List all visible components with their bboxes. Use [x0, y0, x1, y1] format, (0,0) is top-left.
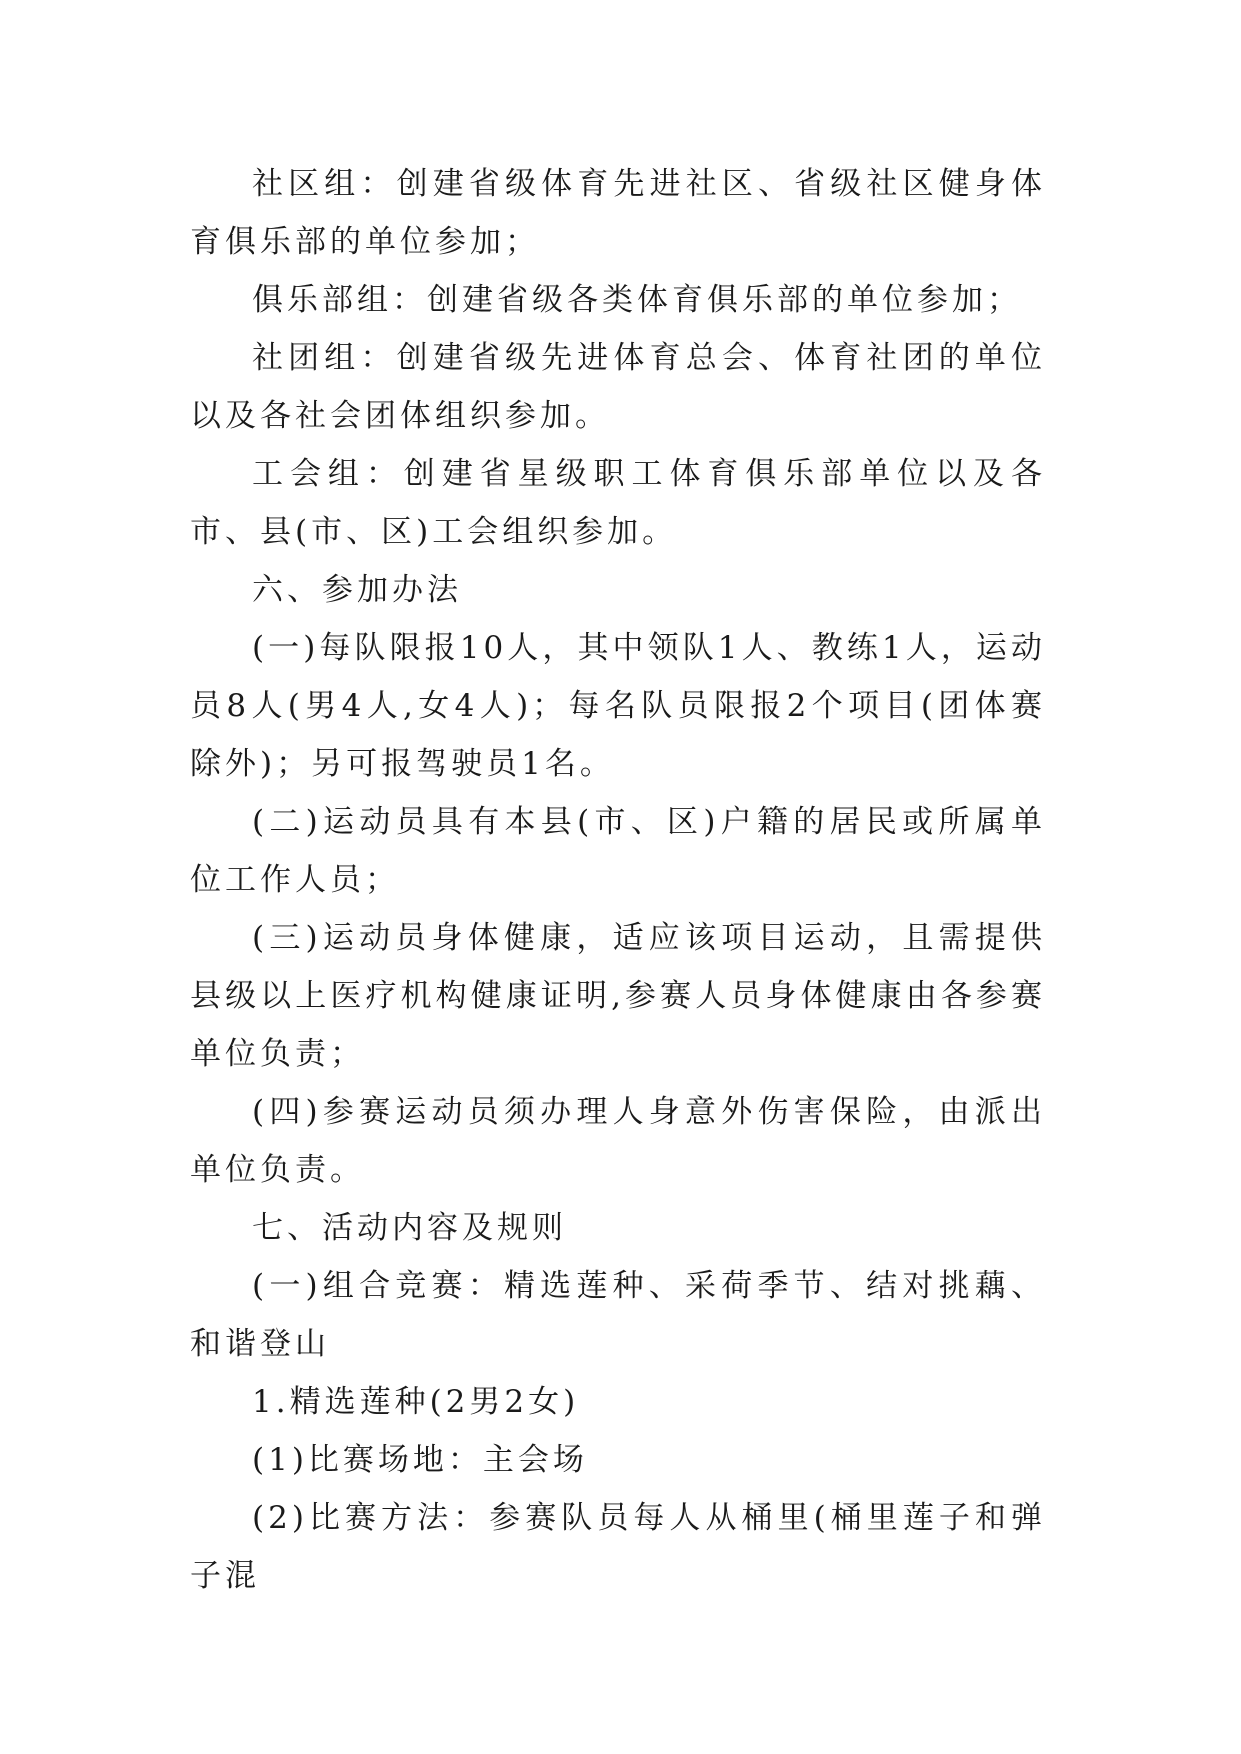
- paragraph-venue: (1)比赛场地：主会场: [252, 1442, 588, 1478]
- paragraph-item-4: (四)参赛运动员须办理人身意外伤害保险，由派出单位负责。: [190, 1094, 1046, 1188]
- subheading-lotus-seeds: 1.精选莲种(2男2女): [252, 1384, 580, 1420]
- paragraph-club-group: 俱乐部组：创建省级各类体育俱乐部的单位参加；: [252, 282, 1022, 318]
- section-heading-participation: 六、参加办法: [252, 572, 462, 608]
- paragraph-union-group: 工会组：创建省星级职工体育俱乐部单位以及各市、县(市、区)工会组织参加。: [190, 456, 1046, 550]
- paragraph-item-2: (二)运动员具有本县(市、区)户籍的居民或所属单位工作人员；: [190, 804, 1046, 898]
- section-heading-rules: 七、活动内容及规则: [252, 1210, 567, 1246]
- paragraph-combined-competition: (一)组合竞赛：精选莲种、采荷季节、结对挑藕、和谐登山: [190, 1268, 1046, 1362]
- paragraph-community-group: 社区组：创建省级体育先进社区、省级社区健身体育俱乐部的单位参加；: [190, 166, 1046, 260]
- paragraph-method: (2)比赛方法：参赛队员每人从桶里(桶里莲子和弹子混: [190, 1500, 1046, 1594]
- paragraph-association-group: 社团组：创建省级先进体育总会、体育社团的单位以及各社会团体组织参加。: [190, 340, 1046, 434]
- paragraph-item-1: (一)每队限报10人，其中领队1人、教练1人，运动员8人(男4人,女4人)；每名队员限报2个项目(团体赛除外)；另可报驾驶员1名。: [190, 630, 1046, 782]
- paragraph-item-3: (三)运动员身体健康，适应该项目运动，且需提供县级以上医疗机构健康证明,参赛人员身体健康由各参赛单位负责；: [190, 920, 1046, 1072]
- document-body: [190, 155, 1046, 1605]
